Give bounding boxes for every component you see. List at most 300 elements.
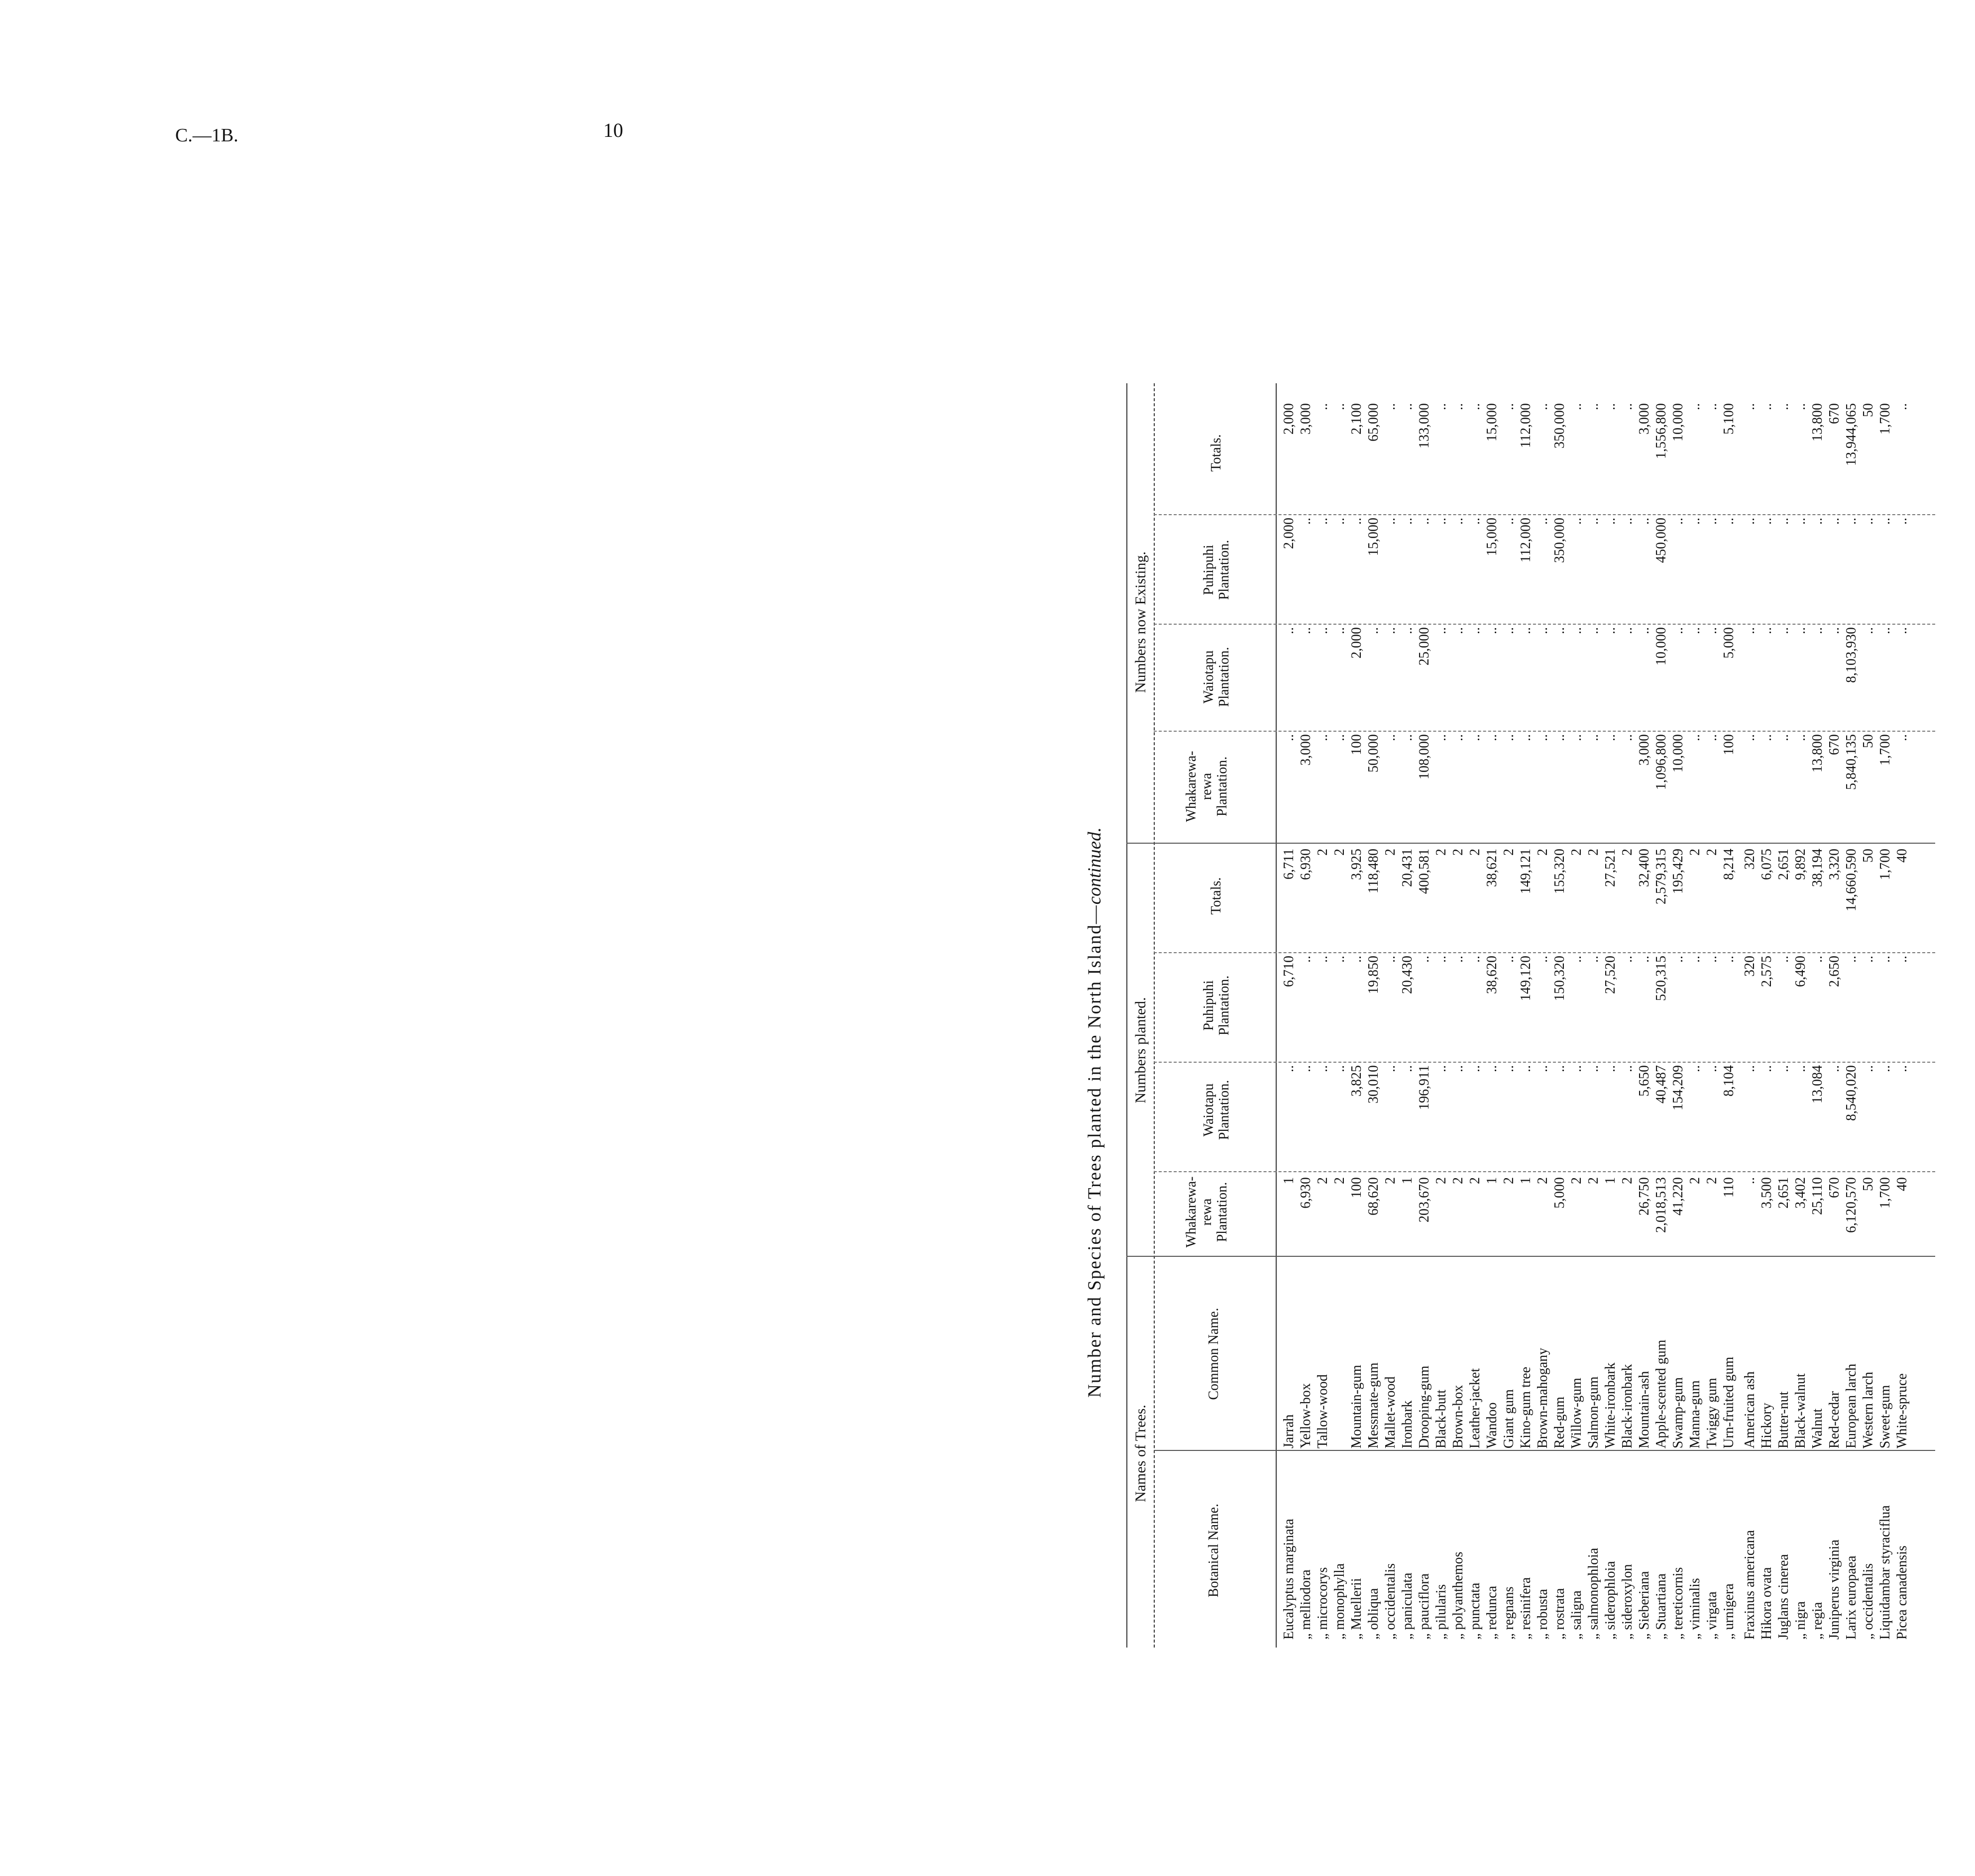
botanical-name: „ robusta (1535, 1589, 1550, 1640)
existing-waiotapu: .. (1315, 627, 1330, 634)
botanical-name: „ redunca (1484, 1585, 1500, 1640)
botanical-name: „ virgata (1704, 1591, 1720, 1640)
existing-puhipuhi: .. (1400, 518, 1415, 525)
group-planted-header: Numbers planted. (1132, 997, 1149, 1104)
common-name: Mountain-gum (1349, 1365, 1364, 1448)
existing-whakarewarewa: .. (1776, 734, 1791, 741)
botanical-name: Picea canadensis (1894, 1545, 1910, 1640)
planted-total: 6,075 (1759, 849, 1774, 880)
planted-whakarewarewa: 2 (1450, 1177, 1466, 1184)
common-name: Jarrah (1281, 1414, 1297, 1448)
existing-puhipuhi: .. (1759, 518, 1774, 525)
planted-whakarewarewa: 2 (1383, 1177, 1398, 1184)
existing-puhipuhi: 15,000 (1366, 518, 1381, 556)
existing-total: .. (1620, 403, 1635, 410)
existing-puhipuhi: .. (1704, 518, 1720, 525)
existing-waiotapu: .. (1704, 627, 1720, 634)
planted-whakarewarewa: 2 (1332, 1177, 1347, 1184)
existing-total: .. (1433, 403, 1449, 410)
existing-waiotapu: .. (1450, 627, 1466, 634)
common-name: Swamp-gum (1670, 1377, 1686, 1448)
planted-waiotapu: 3,825 (1349, 1065, 1364, 1097)
existing-total: .. (1467, 403, 1483, 410)
existing-whakarewarewa: .. (1484, 734, 1500, 741)
planted-total: 50 (1861, 849, 1876, 863)
existing-puhipuhi: .. (1776, 518, 1791, 525)
existing-total: .. (1569, 403, 1584, 410)
existing-puhipuhi: .. (1332, 518, 1347, 525)
planted-waiotapu: .. (1467, 1065, 1483, 1072)
existing-puhipuhi: .. (1298, 518, 1314, 525)
planted-total: 2 (1332, 849, 1347, 856)
planted-whakarewarewa: 110 (1721, 1177, 1737, 1198)
planted-whakarewarewa: 100 (1349, 1177, 1364, 1198)
page-number: 10 (603, 119, 623, 141)
common-name: Walnut (1810, 1408, 1825, 1448)
planted-waiotapu: .. (1569, 1065, 1584, 1072)
planted-total: 32,400 (1637, 849, 1652, 887)
rotated-table (1079, 154, 1975, 1648)
planted-waiotapu: .. (1759, 1065, 1774, 1072)
existing-whakarewarewa: .. (1518, 734, 1534, 741)
existing-waiotapu: .. (1298, 627, 1314, 634)
planted-waiotapu: 8,540,020 (1844, 1065, 1859, 1121)
existing-puhipuhi: .. (1721, 518, 1737, 525)
planted-waiotapu: .. (1742, 1065, 1757, 1072)
existing-total: 350,000 (1552, 403, 1567, 448)
planted-whakarewarewa: 26,750 (1637, 1177, 1652, 1215)
planted-total: 6,711 (1281, 849, 1297, 880)
planted-whakarewarewa: 3,500 (1759, 1177, 1774, 1209)
table-row (1602, 254, 1619, 1648)
existing-waiotapu: .. (1569, 627, 1584, 634)
existing-puhipuhi: 15,000 (1484, 518, 1500, 556)
planted-whakarewarewa: 1 (1603, 1177, 1618, 1184)
common-name: Western larch (1861, 1372, 1876, 1448)
group-existing-header: Numbers now Existing. (1132, 551, 1149, 693)
existing-whakarewarewa: 1,700 (1877, 734, 1893, 766)
existing-total: .. (1332, 403, 1347, 410)
table-row (1809, 254, 1826, 1648)
existing-total: 3,000 (1637, 403, 1652, 435)
table-row (1653, 254, 1670, 1648)
botanical-name: „ paniculata (1400, 1572, 1415, 1640)
col-header-existing-totals: Totals. (1208, 434, 1224, 472)
existing-waiotapu: .. (1552, 627, 1567, 634)
existing-total: 3,000 (1298, 403, 1314, 435)
botanical-name: „ regia (1810, 1602, 1825, 1640)
planted-waiotapu: .. (1894, 1065, 1910, 1072)
existing-waiotapu: .. (1603, 627, 1618, 634)
planted-total: 2 (1467, 849, 1483, 856)
existing-whakarewarewa: .. (1433, 734, 1449, 741)
planted-puhipuhi: .. (1637, 956, 1652, 963)
existing-puhipuhi: .. (1349, 518, 1364, 525)
existing-total: 50 (1861, 403, 1876, 417)
existing-puhipuhi: .. (1383, 518, 1398, 525)
planted-total: 195,429 (1670, 849, 1686, 894)
existing-waiotapu: .. (1518, 627, 1534, 634)
botanical-name: Eucalyptus marginata (1281, 1519, 1297, 1640)
botanical-name: „ resinifera (1518, 1577, 1534, 1640)
existing-total: .. (1759, 403, 1774, 410)
existing-waiotapu: .. (1637, 627, 1652, 634)
existing-total: 10,000 (1670, 403, 1686, 441)
existing-total: 13,800 (1810, 403, 1825, 441)
planted-whakarewarewa: 2 (1467, 1177, 1483, 1184)
planted-puhipuhi: .. (1687, 956, 1703, 963)
planted-whakarewarewa: 2 (1315, 1177, 1330, 1184)
planted-total: 118,480 (1366, 849, 1381, 893)
existing-waiotapu: .. (1827, 627, 1842, 634)
common-name: Willow-gum (1569, 1378, 1584, 1448)
planted-total: 149,121 (1518, 849, 1534, 894)
existing-waiotapu: 5,000 (1721, 627, 1737, 659)
planted-whakarewarewa: 3,402 (1793, 1177, 1808, 1209)
group-names-header: Names of Trees. (1132, 1405, 1149, 1502)
common-name: Black-ironbark (1620, 1364, 1635, 1448)
existing-whakarewarewa: 670 (1827, 734, 1842, 755)
botanical-name: Liquidambar styraciflua (1877, 1505, 1893, 1640)
table-row (1433, 254, 1450, 1648)
common-name: White-spruce (1894, 1373, 1910, 1448)
existing-puhipuhi: .. (1501, 518, 1517, 525)
planted-puhipuhi: .. (1670, 956, 1686, 963)
existing-puhipuhi: .. (1810, 518, 1825, 525)
planted-puhipuhi: .. (1586, 956, 1601, 963)
planted-puhipuhi: 2,575 (1759, 956, 1774, 987)
planted-total: 40 (1894, 849, 1910, 863)
existing-puhipuhi: .. (1742, 518, 1757, 525)
planted-puhipuhi: 520,315 (1653, 956, 1669, 1001)
table-row (1826, 254, 1843, 1648)
planted-whakarewarewa: 41,220 (1670, 1177, 1686, 1215)
table-row (1894, 254, 1911, 1648)
existing-total: 1,700 (1877, 403, 1893, 435)
existing-whakarewarewa: 50,000 (1366, 734, 1381, 772)
existing-waiotapu: .. (1687, 627, 1703, 634)
botanical-name: „ saligna (1569, 1590, 1584, 1640)
col-header-existing-puhipuhi: Puhipuhi Plantation. (1201, 540, 1232, 600)
existing-puhipuhi: .. (1620, 518, 1635, 525)
existing-waiotapu: .. (1281, 627, 1297, 634)
common-name: Hickory (1759, 1403, 1774, 1448)
planted-total: 20,431 (1400, 849, 1415, 887)
existing-whakarewarewa: .. (1400, 734, 1415, 741)
botanical-name: Juglans cinerea (1776, 1554, 1791, 1640)
existing-waiotapu: .. (1535, 627, 1550, 634)
common-name: Red-cedar (1827, 1391, 1842, 1448)
planted-total: 2 (1586, 849, 1601, 856)
existing-puhipuhi: .. (1569, 518, 1584, 525)
planted-total: 38,194 (1810, 849, 1825, 887)
planted-waiotapu: .. (1400, 1065, 1415, 1072)
existing-waiotapu: .. (1877, 627, 1893, 634)
existing-whakarewarewa: .. (1793, 734, 1808, 741)
planted-total: 14,660,590 (1844, 849, 1859, 911)
header-group-rule (1154, 383, 1155, 1648)
existing-puhipuhi: .. (1450, 518, 1466, 525)
existing-whakarewarewa: .. (1383, 734, 1398, 741)
common-name: Black-walnut (1793, 1373, 1808, 1448)
planted-waiotapu: .. (1383, 1065, 1398, 1072)
planted-waiotapu: 5,650 (1637, 1065, 1652, 1097)
existing-waiotapu: 8,103,930 (1844, 627, 1859, 683)
planted-waiotapu: .. (1793, 1065, 1808, 1072)
existing-total: 65,000 (1366, 403, 1381, 441)
existing-puhipuhi: .. (1793, 518, 1808, 525)
table-row (1467, 254, 1484, 1648)
planted-whakarewarewa: 2 (1704, 1177, 1720, 1184)
existing-puhipuhi: .. (1586, 518, 1601, 525)
planted-total: 2 (1535, 849, 1550, 856)
botanical-name: Larix europaea (1844, 1555, 1859, 1640)
planted-puhipuhi: .. (1433, 956, 1449, 963)
planted-puhipuhi: .. (1810, 956, 1825, 963)
existing-whakarewarewa: .. (1759, 734, 1774, 741)
planted-puhipuhi: .. (1450, 956, 1466, 963)
existing-total: 133,000 (1417, 403, 1432, 448)
planted-total: 400,581 (1417, 849, 1432, 894)
planted-waiotapu: .. (1687, 1065, 1703, 1072)
planted-whakarewarewa: 50 (1861, 1177, 1876, 1191)
existing-whakarewarewa: .. (1281, 734, 1297, 741)
common-name: Urn-fruited gum (1721, 1356, 1737, 1448)
table-body (1281, 254, 1911, 1648)
table-row (1551, 254, 1568, 1648)
planted-waiotapu: .. (1704, 1065, 1720, 1072)
common-name: Butter-nut (1776, 1391, 1791, 1448)
existing-puhipuhi: .. (1535, 518, 1550, 525)
planted-whakarewarewa: 2,018,513 (1653, 1177, 1669, 1233)
col-header-planted-puhipuhi: Puhipuhi Plantation. (1201, 975, 1232, 1036)
planted-whakarewarewa: 68,620 (1366, 1177, 1381, 1215)
planted-whakarewarewa: 1 (1484, 1177, 1500, 1184)
table-row (1585, 254, 1602, 1648)
table-row (1568, 254, 1585, 1648)
planted-puhipuhi: 6,490 (1793, 956, 1808, 987)
botanical-name: „ punctata (1467, 1582, 1483, 1640)
table-row (1721, 254, 1738, 1648)
botanical-name: Hikora ovata (1759, 1567, 1774, 1640)
existing-whakarewarewa: .. (1450, 734, 1466, 741)
existing-waiotapu: .. (1861, 627, 1876, 634)
planted-total: 27,521 (1603, 849, 1618, 887)
existing-waiotapu: .. (1586, 627, 1601, 634)
existing-total: .. (1603, 403, 1618, 410)
existing-puhipuhi: .. (1433, 518, 1449, 525)
existing-total: .. (1704, 403, 1720, 410)
header-bottom-rule (1276, 383, 1277, 1648)
table-row (1636, 254, 1653, 1648)
existing-waiotapu: .. (1501, 627, 1517, 634)
existing-puhipuhi: .. (1637, 518, 1652, 525)
common-name: Red-gum (1552, 1396, 1567, 1448)
table-row (1365, 254, 1382, 1648)
planted-puhipuhi: 20,430 (1400, 956, 1415, 994)
common-name: White-ironbark (1603, 1362, 1618, 1448)
existing-waiotapu: .. (1383, 627, 1398, 634)
planted-total: 38,621 (1484, 849, 1500, 887)
existing-whakarewarewa: 3,000 (1298, 734, 1314, 766)
existing-whakarewarewa: 13,800 (1810, 734, 1825, 772)
planted-whakarewarewa: 1 (1400, 1177, 1415, 1184)
planted-puhipuhi: .. (1535, 956, 1550, 963)
planted-waiotapu: .. (1603, 1065, 1618, 1072)
existing-waiotapu: .. (1793, 627, 1808, 634)
existing-total: .. (1535, 403, 1550, 410)
existing-puhipuhi: .. (1861, 518, 1876, 525)
common-name: Mountain-ash (1637, 1371, 1652, 1448)
planted-waiotapu: .. (1484, 1065, 1500, 1072)
existing-waiotapu: .. (1433, 627, 1449, 634)
planted-whakarewarewa: 40 (1894, 1177, 1910, 1191)
planted-total: 2 (1501, 849, 1517, 856)
botanical-name: „ obliqua (1366, 1588, 1381, 1640)
existing-waiotapu: .. (1742, 627, 1757, 634)
header-top-rule (1126, 383, 1127, 1648)
table-row (1298, 254, 1315, 1648)
common-name: Brown-mahogany (1535, 1347, 1550, 1448)
common-name: European larch (1844, 1363, 1859, 1448)
table-row (1315, 254, 1331, 1648)
existing-total: 112,000 (1518, 403, 1534, 448)
planted-puhipuhi: .. (1349, 956, 1364, 963)
col-header-planted-totals: Totals. (1208, 877, 1224, 915)
planted-waiotapu: 30,010 (1366, 1065, 1381, 1104)
planted-waiotapu: 196,911 (1417, 1065, 1432, 1110)
existing-total: 5,100 (1721, 403, 1737, 435)
existing-waiotapu: .. (1670, 627, 1686, 634)
existing-total: 2,100 (1349, 403, 1364, 435)
planted-total: 2 (1620, 849, 1635, 856)
existing-total: 15,000 (1484, 403, 1500, 441)
table-row (1843, 254, 1860, 1648)
planted-puhipuhi: .. (1467, 956, 1483, 963)
existing-waiotapu: 25,000 (1417, 627, 1432, 665)
table-row (1518, 254, 1535, 1648)
existing-whakarewarewa: .. (1894, 734, 1910, 741)
table-row (1281, 254, 1298, 1648)
planted-total: 2,651 (1776, 849, 1791, 880)
existing-waiotapu: .. (1467, 627, 1483, 634)
botanical-name: „ urnigera (1721, 1583, 1737, 1640)
existing-whakarewarewa: .. (1569, 734, 1584, 741)
planted-puhipuhi: .. (1315, 956, 1330, 963)
planted-puhipuhi: 150,320 (1552, 956, 1567, 1001)
planted-puhipuhi: .. (1861, 956, 1876, 963)
botanical-name: „ occidentalis (1861, 1563, 1876, 1640)
existing-puhipuhi: .. (1877, 518, 1893, 525)
planted-puhipuhi: .. (1704, 956, 1720, 963)
common-name: Giant gum (1501, 1389, 1517, 1448)
common-name: American ash (1742, 1371, 1757, 1448)
botanical-name: „ Sieberiana (1637, 1571, 1652, 1640)
existing-total: .. (1315, 403, 1330, 410)
planted-waiotapu: .. (1298, 1065, 1314, 1072)
planted-whakarewarewa: .. (1742, 1177, 1757, 1184)
botanical-name: „ Muellerii (1349, 1578, 1364, 1640)
planted-total: 6,930 (1298, 849, 1314, 880)
existing-whakarewarewa: .. (1586, 734, 1601, 741)
table-row (1348, 254, 1365, 1648)
table-row (1382, 254, 1399, 1648)
existing-puhipuhi: 350,000 (1552, 518, 1567, 563)
existing-total: .. (1742, 403, 1757, 410)
planted-total: 2 (1383, 849, 1398, 856)
planted-total: 155,320 (1552, 849, 1567, 894)
existing-whakarewarewa: .. (1315, 734, 1330, 741)
botanical-name: „ Stuartiana (1653, 1573, 1669, 1640)
common-name: Twiggy gum (1704, 1378, 1720, 1448)
table-title (1084, 577, 1105, 1648)
table-row (1670, 254, 1687, 1648)
existing-whakarewarewa: .. (1620, 734, 1635, 741)
planted-puhipuhi: .. (1894, 956, 1910, 963)
existing-puhipuhi: 450,000 (1653, 518, 1669, 563)
botanical-name: „ nigra (1793, 1601, 1808, 1640)
planted-waiotapu: .. (1586, 1065, 1601, 1072)
existing-puhipuhi: .. (1417, 518, 1432, 525)
planted-whakarewarewa: 2,651 (1776, 1177, 1791, 1209)
common-name: Apple-scented gum (1653, 1339, 1669, 1448)
col-header-common: Common Name. (1206, 1308, 1221, 1400)
planted-whakarewarewa: 2 (1620, 1177, 1635, 1184)
planted-waiotapu: 13,084 (1810, 1065, 1825, 1104)
planted-whakarewarewa: 1 (1281, 1177, 1297, 1184)
planted-whakarewarewa: 5,000 (1552, 1177, 1567, 1209)
existing-whakarewarewa: .. (1704, 734, 1720, 741)
planted-total: 2 (1315, 849, 1330, 856)
existing-waiotapu: .. (1810, 627, 1825, 634)
planted-whakarewarewa: 25,110 (1810, 1177, 1825, 1215)
common-name: Messmate-gum (1366, 1362, 1381, 1448)
botanical-name: „ pilularis (1433, 1584, 1449, 1640)
existing-puhipuhi: .. (1467, 518, 1483, 525)
planted-puhipuhi: .. (1332, 956, 1347, 963)
table-title-continued: continued. (1085, 827, 1105, 905)
table-row (1535, 254, 1551, 1648)
existing-puhipuhi: .. (1827, 518, 1842, 525)
table-row (1619, 254, 1636, 1648)
planted-puhipuhi: 6,710 (1281, 956, 1297, 987)
botanical-name: „ sideroxylon (1620, 1564, 1635, 1640)
existing-waiotapu: .. (1484, 627, 1500, 634)
col-header-existing-waiotapu: Waiotapu Plantation. (1201, 647, 1232, 707)
existing-puhipuhi: .. (1844, 518, 1859, 525)
table-row (1331, 254, 1348, 1648)
planted-waiotapu: .. (1450, 1065, 1466, 1072)
botanical-name: „ siderophloia (1603, 1561, 1618, 1640)
planted-whakarewarewa: 1 (1518, 1177, 1534, 1184)
existing-total: 1,556,800 (1653, 403, 1669, 459)
common-name: Yellow-box (1298, 1383, 1314, 1448)
planted-whakarewarewa: 6,120,570 (1844, 1177, 1859, 1233)
planted-puhipuhi: 320 (1742, 956, 1757, 977)
planted-waiotapu: 8,104 (1721, 1065, 1737, 1097)
table-row (1416, 254, 1433, 1648)
botanical-name: „ polyanthemos (1450, 1551, 1466, 1640)
planted-whakarewarewa: 2 (1586, 1177, 1601, 1184)
existing-whakarewarewa: 1,096,800 (1653, 734, 1669, 790)
planted-waiotapu: .. (1281, 1065, 1297, 1072)
common-name: Black-butt (1433, 1389, 1449, 1448)
table-row (1877, 254, 1894, 1648)
existing-whakarewarewa: 3,000 (1637, 734, 1652, 766)
planted-whakarewarewa: 2 (1569, 1177, 1584, 1184)
botanical-name: „ melliodora (1298, 1569, 1314, 1640)
table-row (1792, 254, 1809, 1648)
